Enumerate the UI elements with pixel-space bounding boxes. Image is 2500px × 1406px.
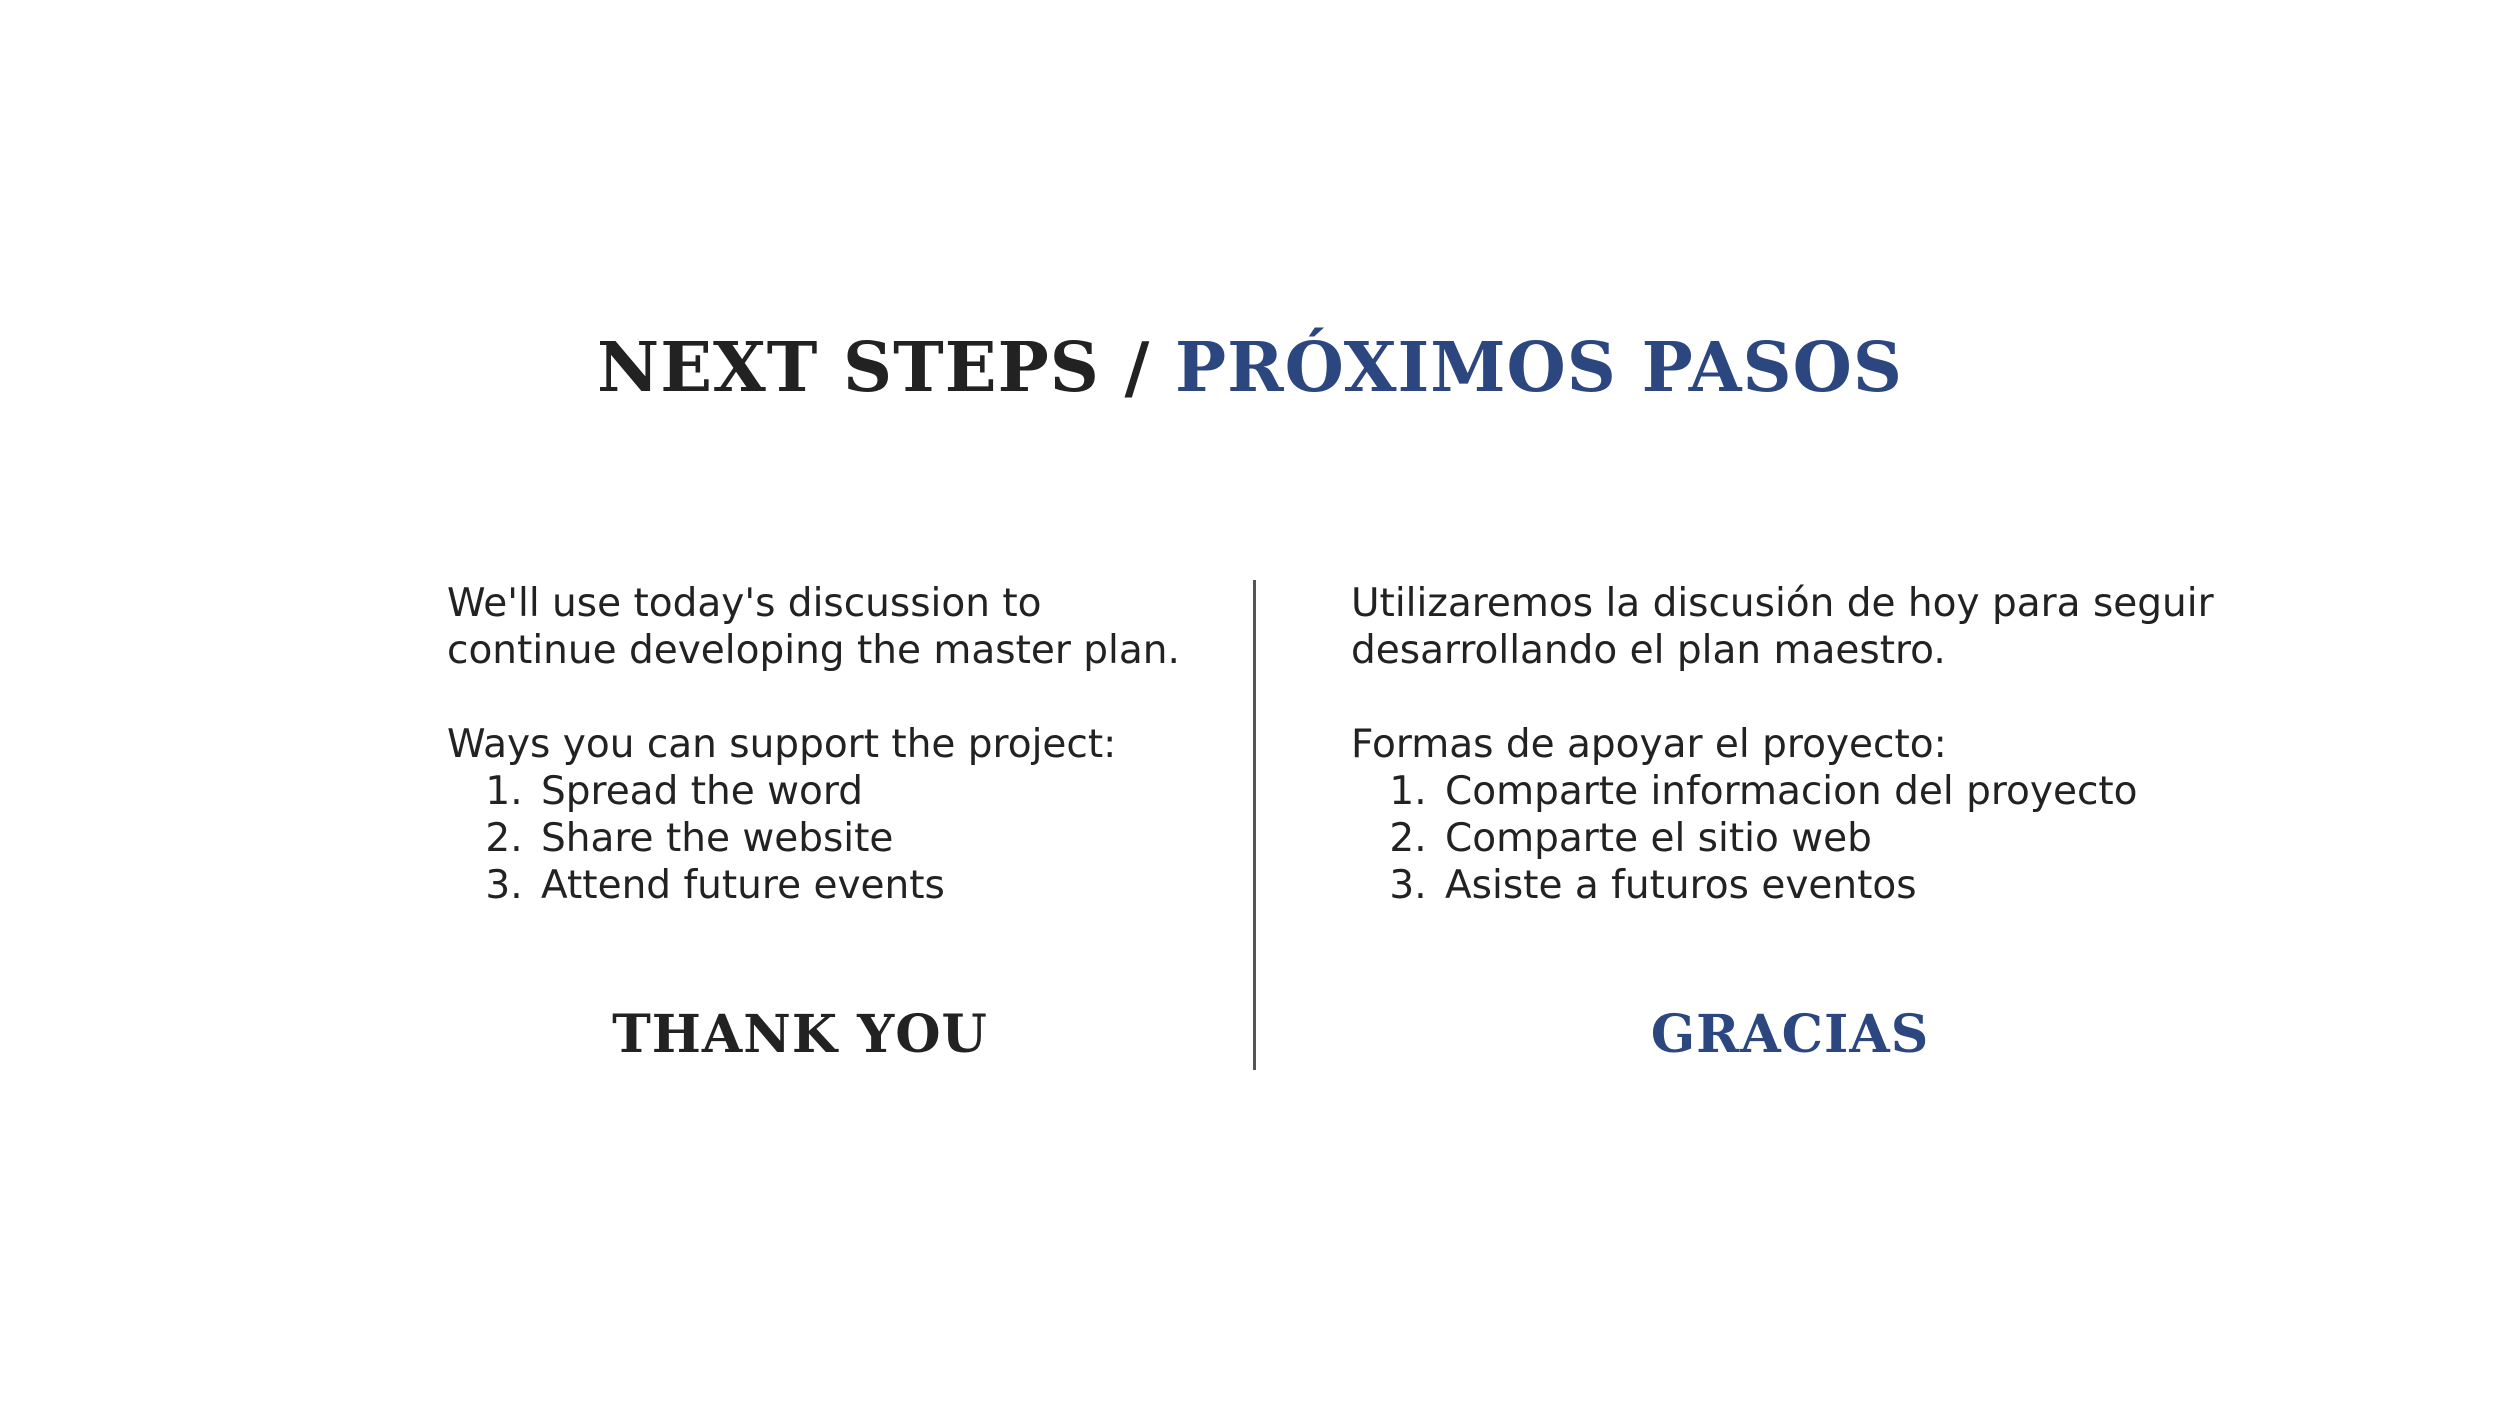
spanish-intro-line-1: Utilizaremos la discusión de hoy para seguir bbox=[1351, 581, 2214, 626]
english-intro-line-1: We'll use today's discussion to bbox=[447, 581, 1042, 626]
column-divider bbox=[1253, 580, 1256, 1070]
english-step-item: 2. Share the website bbox=[535, 815, 1207, 862]
spanish-step-item: 1. Comparte informacion del proyecto bbox=[1439, 768, 2231, 815]
spacer bbox=[447, 674, 1207, 721]
english-step-item: 3. Attend future events bbox=[535, 862, 1207, 909]
english-intro-line-2: continue developing the master plan. bbox=[447, 628, 1180, 673]
spanish-step-item: 3. Asiste a futuros eventos bbox=[1439, 862, 2231, 909]
title-english: NEXT STEPS bbox=[597, 328, 1100, 408]
spanish-ways-heading: Formas de apoyar el proyecto: bbox=[1351, 722, 1947, 767]
spanish-column bbox=[1351, 580, 2231, 909]
title-separator: / bbox=[1099, 328, 1176, 408]
spanish-intro-line-2: desarrollando el plan maestro. bbox=[1351, 628, 1946, 673]
english-ways-heading: Ways you can support the project: bbox=[447, 722, 1117, 767]
closing-thank-you: THANK YOU bbox=[612, 1004, 988, 1065]
spanish-steps-list bbox=[1351, 768, 2231, 909]
spanish-step-item: 2. Comparte el sitio web bbox=[1439, 815, 2231, 862]
english-step-item: 1. Spread the word bbox=[535, 768, 1207, 815]
english-steps-list bbox=[447, 768, 1207, 909]
english-column bbox=[447, 580, 1207, 909]
slide-title bbox=[0, 318, 2500, 418]
spacer bbox=[1351, 674, 2231, 721]
closing-gracias: GRACIAS bbox=[1650, 1004, 1930, 1065]
title-spanish: PRÓXIMOS PASOS bbox=[1175, 328, 1903, 408]
